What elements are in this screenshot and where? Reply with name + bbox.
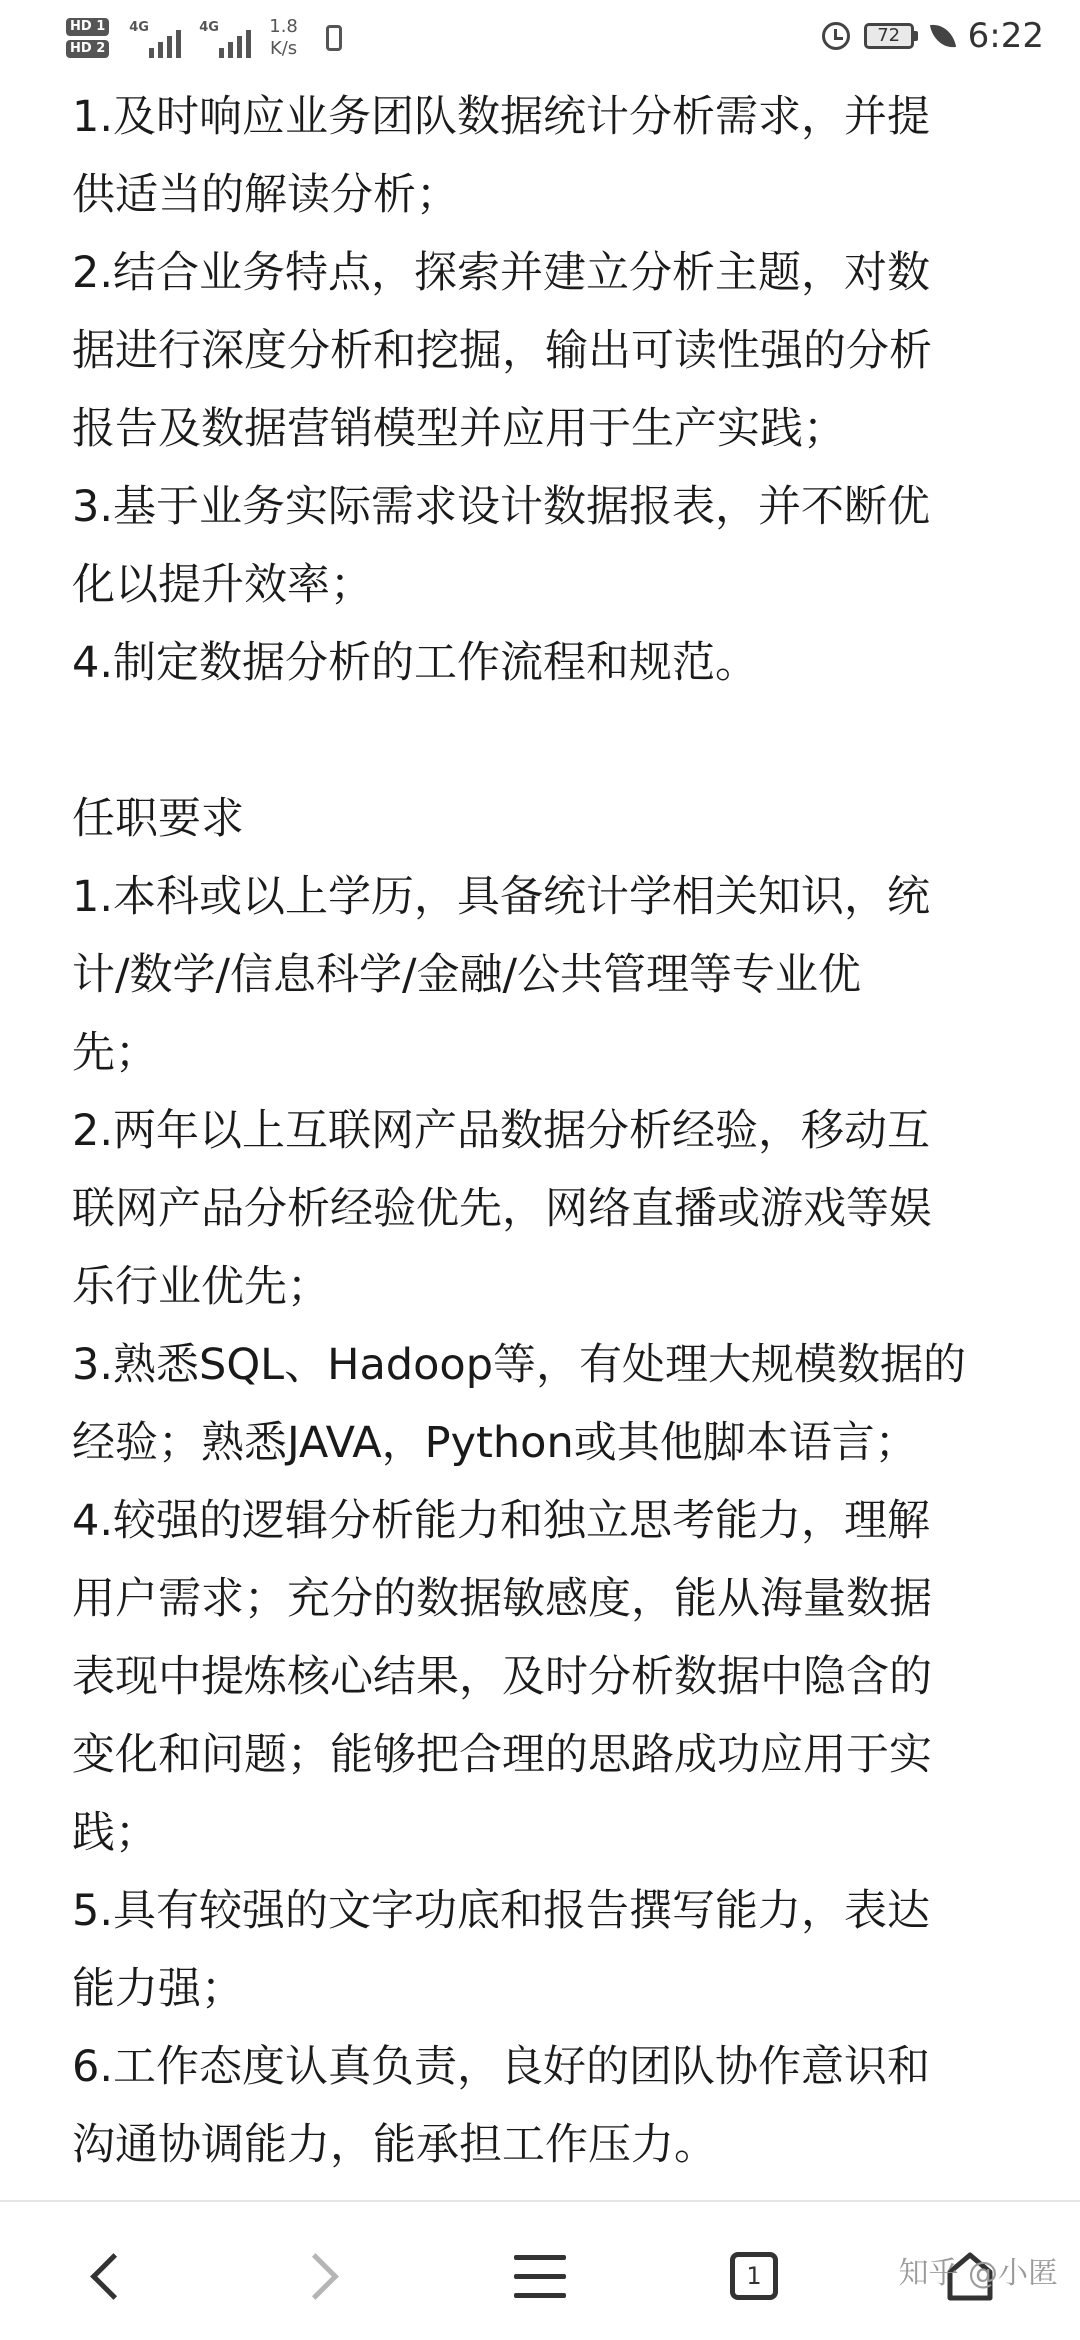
hd2-badge: HD 2 xyxy=(66,40,109,58)
blank-line xyxy=(72,702,1052,780)
back-icon xyxy=(90,2253,137,2300)
article-line: 能力强； xyxy=(72,1964,244,2014)
article-line: 3.熟悉SQL、Hadoop等，有处理大规模数据的 xyxy=(72,1340,967,1390)
signal-icon xyxy=(129,18,181,58)
section-heading: 任职要求 xyxy=(72,794,244,844)
article-line: 用户需求；充分的数据敏感度，能从海量数据 xyxy=(72,1574,932,1624)
article-line: 1.及时响应业务团队数据统计分析需求，并提 xyxy=(72,92,931,142)
net-speed-unit: K/s xyxy=(269,38,298,59)
article-line: 践； xyxy=(72,1808,158,1858)
leaf-icon xyxy=(930,21,956,50)
article-line: 据进行深度分析和挖掘，输出可读性强的分析 xyxy=(72,326,932,376)
article-line: 4.较强的逻辑分析能力和独立思考能力，理解 xyxy=(72,1496,931,1546)
back-button[interactable] xyxy=(66,2236,146,2316)
article-line: 先； xyxy=(72,1028,158,1078)
battery-icon xyxy=(864,23,918,49)
tabs-button[interactable] xyxy=(714,2236,794,2316)
hd-icon xyxy=(66,18,109,58)
article-line: 沟通协调能力，能承担工作压力。 xyxy=(72,2120,717,2170)
watermark: 知乎 @小匿 xyxy=(898,2256,1058,2291)
article-line: 计/数学/信息科学/金融/公共管理等专业优 xyxy=(72,950,861,1000)
article-line: 3.基于业务实际需求设计数据报表，并不断优 xyxy=(72,482,931,532)
menu-icon xyxy=(514,2255,566,2298)
article-line: 4.制定数据分析的工作流程和规范。 xyxy=(72,638,759,688)
signal-icon xyxy=(199,18,251,58)
status-bar xyxy=(0,0,1080,70)
battery-level: 72 xyxy=(864,23,914,49)
article-line: 经验；熟悉JAVA，Python或其他脚本语言； xyxy=(72,1418,918,1468)
tabs-icon: 1 xyxy=(730,2252,778,2300)
forward-icon xyxy=(292,2253,339,2300)
article-line: 6.工作态度认真负责，良好的团队协作意识和 xyxy=(72,2042,931,2092)
network-speed xyxy=(269,16,298,60)
article-line: 乐行业优先； xyxy=(72,1262,330,1312)
article-line: 2.两年以上互联网产品数据分析经验，移动互 xyxy=(72,1106,931,1156)
status-right xyxy=(822,10,1044,62)
article-line: 化以提升效率； xyxy=(72,560,373,610)
signal1-label: 4G xyxy=(129,20,149,35)
forward-button[interactable] xyxy=(282,2236,362,2316)
article-line: 2.结合业务特点，探索并建立分析主题，对数 xyxy=(72,248,931,298)
hd1-badge: HD 1 xyxy=(66,18,109,36)
article-line: 变化和问题；能够把合理的思路成功应用于实 xyxy=(72,1730,932,1780)
clock: 6:22 xyxy=(967,16,1044,56)
article-line: 联网产品分析经验优先，网络直播或游戏等娱 xyxy=(72,1184,932,1234)
article-content xyxy=(72,78,1052,2184)
article-line: 报告及数据营销模型并应用于生产实践； xyxy=(72,404,846,454)
alarm-icon xyxy=(822,22,850,50)
signal2-label: 4G xyxy=(199,20,219,35)
article-line: 表现中提炼核心结果，及时分析数据中隐含的 xyxy=(72,1652,932,1702)
article-line: 5.具有较强的文字功底和报告撰写能力，表达 xyxy=(72,1886,931,1936)
status-left xyxy=(66,8,342,68)
sim-icon xyxy=(326,25,342,51)
net-speed-value: 1.8 xyxy=(269,16,298,37)
article-line: 1.本科或以上学历，具备统计学相关知识，统 xyxy=(72,872,931,922)
article-line: 供适当的解读分析； xyxy=(72,170,459,220)
menu-button[interactable] xyxy=(500,2236,580,2316)
bottom-nav xyxy=(0,2202,1080,2340)
